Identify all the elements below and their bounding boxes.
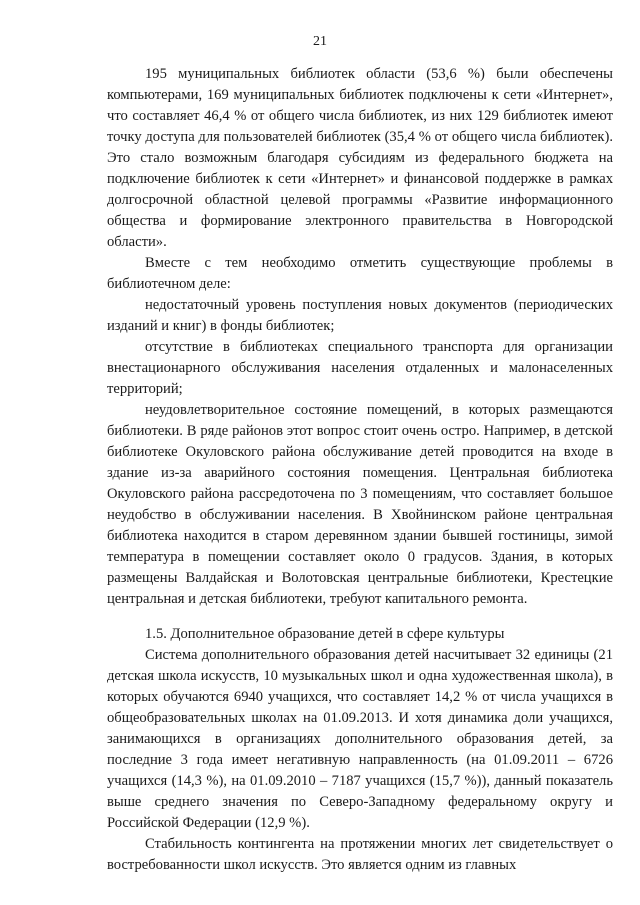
- section-heading: 1.5. Дополнительное образование детей в сфере культуры: [145, 626, 505, 642]
- paragraph-problem-premises: неудовлетворительное состояние помещений, в которых размещаются библиотеки. В ряде районов этот вопрос стоит очень остро. Например, в детской библиотеке Окуловского района обслуживание детей проводится на входе в здание из-за аварийного состояния помещения. Центральная библиотека Окуловского района рассредоточена по 3 помещениям, что составляет большое неудобство в обслуживании населения. В Хвойнинском районе центральная библиотека находится в старом деревянном здании бывшей гостиницы, зимой температура в помещении составляет около 0 градусов. Здания, в которых размещены Валдайская и Волотовская центральные библиотеки, Крестецкие центральная и детская библиотеки, требуют капитального ремонта.: [107, 402, 613, 607]
- paragraph-education-system: Система дополнительного образования детей насчитывает 32 единицы (21 детская школа искусств, 10 музыкальных школ и одна художественная школа), в которых обучаются 6940 учащихся, что составляет 14,2 % от числа учащихся в общеобразовательных школах на 01.09.2013. И хотя динамика доли учащихся, занимающихся в организациях дополнительного образования детей, за последние 3 года имеет негативную направленность (на 01.09.2011 – 6726 учащихся (14,3 %), на 01.09.2010 – 7187 учащихся (15,7 %)), данный показатель выше среднего значения по Северо-Западному федеральному округу и Российской Федерации (12,9 %).: [107, 647, 613, 831]
- paragraph-problems-intro: Вместе с тем необходимо отметить существующие проблемы в библиотечном деле:: [107, 255, 613, 292]
- paragraph-library-connectivity: 195 муниципальных библиотек области (53,6 %) были обеспечены компьютерами, 169 муниципальных библиотек подключены к сети «Интернет», что составляет 46,4 % от общего числа библиотек, из них 129 библиотек имеют точку доступа для пользователей библиотек (35,4 % от общего числа библиотек). Это стало возможным благодаря субсидиям из федерального бюджета на подключение библиотек к сети «Интернет» и финансовой поддержке в рамках долгосрочной областной целевой программы «Развитие информационного общества и формирование электронного правительства в Новгородской области».: [107, 66, 613, 250]
- body-text: [107, 64, 613, 876]
- paragraph-problem-acquisitions: недостаточный уровень поступления новых документов (периодических изданий и книг) в фонды библиотек;: [107, 297, 613, 334]
- paragraph-problem-transport: отсутствие в библиотеках специального транспорта для организации внестационарного обслуживания населения отдаленных и малонаселенных территорий;: [107, 339, 613, 397]
- paragraph-stability: Стабильность контингента на протяжении многих лет свидетельствует о востребованности школ искусств. Это является одним из главных: [107, 836, 613, 873]
- page-number: 21: [313, 34, 327, 49]
